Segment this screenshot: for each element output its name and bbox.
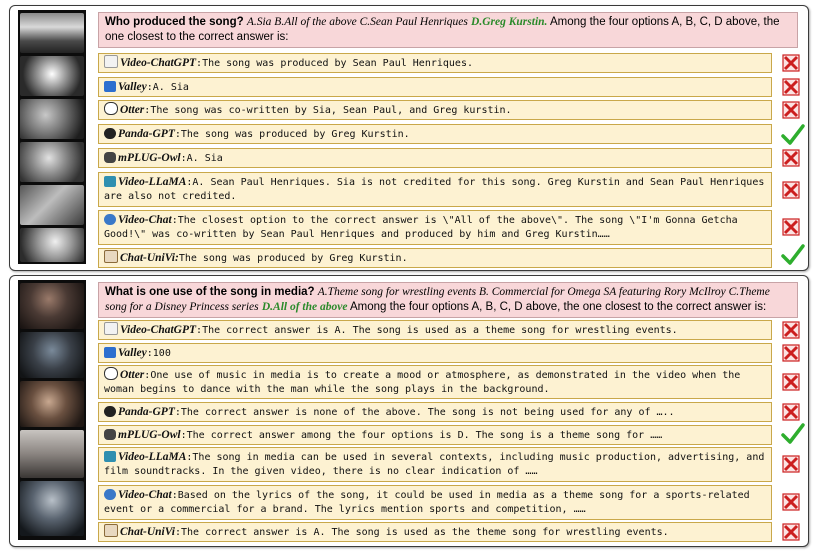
answer-box [98,522,772,542]
question-label: What is one use of the song in media? [105,286,315,298]
response: The song was produced by Greg Kurstin. [178,253,408,264]
question-correct-option: D.Greg Kurstin. [471,16,548,28]
model-name: Video-ChatGPT [120,57,197,69]
cross-icon [781,321,801,339]
cross-icon [781,181,801,199]
panda-icon [104,406,116,417]
separator: : [186,452,193,463]
chat-univi-icon [104,250,118,263]
question-options: A.Sia B.All of the above C.Sean Paul Henriques [246,16,468,28]
answer-box [98,402,772,422]
answer-text [104,524,669,540]
answer-box [98,77,772,97]
video-frame [20,481,84,536]
video-frames-strip [18,280,86,540]
answer-box [98,320,772,340]
answer-text [104,55,473,71]
answer-text [104,450,766,479]
answer-box [98,447,772,482]
cross-icon [781,373,801,391]
video-chatgpt-icon [104,55,118,68]
owl-icon [104,429,116,440]
llama-icon [104,451,116,462]
video-frame [20,430,84,478]
model-name: mPLUG-Owl [118,428,181,441]
answer-box [98,425,772,445]
separator: : [174,406,181,418]
answer-text [104,250,408,266]
answer-text [104,346,171,361]
valley-icon [104,347,116,358]
response: The correct answer is A. The song is used as the theme song for wrestling events. [181,527,669,538]
separator: : [171,215,178,226]
response: The song in media can be used in several contexts, including music production, advertising, and film soundtracks. In the given video, there is no clear indication of …… [104,452,765,477]
check-icon [781,244,805,266]
question-options: A.Theme song for wrestling events B. Commercial for Omega SA featuring Rory McIlroy C.Theme song for a Disney Princess series [105,286,770,313]
answer-text [104,102,512,118]
question-box [98,12,798,48]
answer-box [98,343,772,363]
separator: : [144,105,151,116]
model-name: Valley [118,80,147,93]
separator: : [174,128,181,140]
response: One use of music in media is to create a mood or atmosphere, as demonstrated in the video when the woman begins to dance with the man while the song plays in the background. [104,370,741,395]
otter-icon [104,367,118,380]
cross-icon [781,523,801,541]
model-name: Chat-UniVi: [120,252,179,264]
video-frame [20,99,84,139]
video-chat-icon [104,214,116,225]
answer-text [104,127,410,142]
separator: : [180,152,187,164]
separator: : [171,490,178,501]
response: A. Sia [152,81,189,93]
answer-box [98,53,772,73]
response: The correct answer among the four options is D. The song is a theme song for …… [186,429,663,441]
response: The song was co-written by Sia, Sean Paul, and Greg kurstin. [150,105,512,116]
response: The correct answer is A. The song is used as a theme song for wrestling events. [202,325,678,336]
separator: : [146,347,153,359]
response: The closest option to the correct answer is \"All of the above\". The song \"I'm Gonna Getcha Good!\" was co-written by Sean Paul Henriques and produced by him and Greg Kurstin…… [104,215,738,240]
answer-box [98,248,772,268]
separator: : [186,177,193,188]
question-correct-option: D.All of the above [261,301,348,313]
answer-box [98,365,772,399]
example-panel-1 [9,5,809,271]
cross-icon [781,344,801,362]
model-name: Video-LLaMA [118,176,187,188]
response: A. Sean Paul Henriques. Sia is not credited for this song. Greg Kurstin and Sean Paul Henriques are also not credited. [104,177,765,202]
model-name: Panda-GPT [118,405,175,418]
separator: : [174,527,181,538]
check-icon [781,124,805,146]
answer-text [104,175,766,204]
answer-box [98,124,772,144]
response: Based on the lyrics of the song, it could be used in media as a theme song for a sports-related event or a commercial for a brand. The lyrics mention sports and competition, …… [104,490,750,515]
panda-icon [104,128,116,139]
separator: : [196,58,203,69]
llama-icon [104,176,116,187]
answer-text [104,80,189,95]
separator: : [196,325,203,336]
model-name: Panda-GPT [118,127,175,140]
valley-icon [104,81,116,92]
response: The correct answer is none of the above. The song is not being used for any of ….. [180,406,675,418]
video-frame [20,228,84,262]
question-label: Who produced the song? [105,16,244,28]
separator: : [180,429,187,441]
answer-text [104,322,678,338]
model-name: Video-ChatGPT [120,324,197,336]
model-name: Chat-UniVi [120,526,175,538]
video-frame [20,332,84,378]
answer-box [98,172,772,207]
separator: : [144,370,151,381]
chat-univi-icon [104,524,118,537]
answer-text [104,367,766,397]
check-icon [781,423,805,445]
answer-text [104,428,662,443]
video-frame [20,56,84,96]
answer-text [104,213,766,242]
video-chatgpt-icon [104,322,118,335]
cross-icon [781,403,801,421]
response: A. Sia [186,152,223,164]
video-frame [20,142,84,182]
model-name: Otter [120,369,145,381]
cross-icon [781,149,801,167]
separator: : [146,81,153,93]
cross-icon [781,78,801,96]
cross-icon [781,493,801,511]
cross-icon [781,101,801,119]
video-frame [20,381,84,427]
model-name: mPLUG-Owl [118,151,181,164]
question-box [98,282,798,318]
otter-icon [104,102,118,115]
question-instruction: Among the four options A, B, C, D above, the one closest to the correct answer is: [350,301,767,313]
example-panel-2 [9,275,809,547]
video-frame [20,283,84,329]
video-chat-icon [104,489,116,500]
answer-box [98,148,772,168]
video-frames-strip [18,10,86,264]
question-instruction: Among the four options A, B, C, D above, the one closest to the correct answer is: [105,16,780,43]
response: The song was produced by Greg Kurstin. [180,128,410,140]
answer-text [104,488,766,517]
owl-icon [104,152,116,163]
answer-text [104,151,223,166]
answer-box [98,100,772,120]
video-frame [20,185,84,225]
model-name: Otter [120,104,145,116]
cross-icon [781,218,801,236]
answer-box [98,210,772,245]
model-name: Video-Chat [118,214,172,226]
cross-icon [781,54,801,72]
answer-text [104,405,675,420]
model-name: Valley [118,346,147,359]
response: The song was produced by Sean Paul Henriques. [202,58,473,69]
model-name: Video-LLaMA [118,451,187,463]
answer-box [98,485,772,520]
video-frame [20,13,84,53]
cross-icon [781,455,801,473]
model-name: Video-Chat [118,489,172,501]
response: 100 [152,347,171,359]
